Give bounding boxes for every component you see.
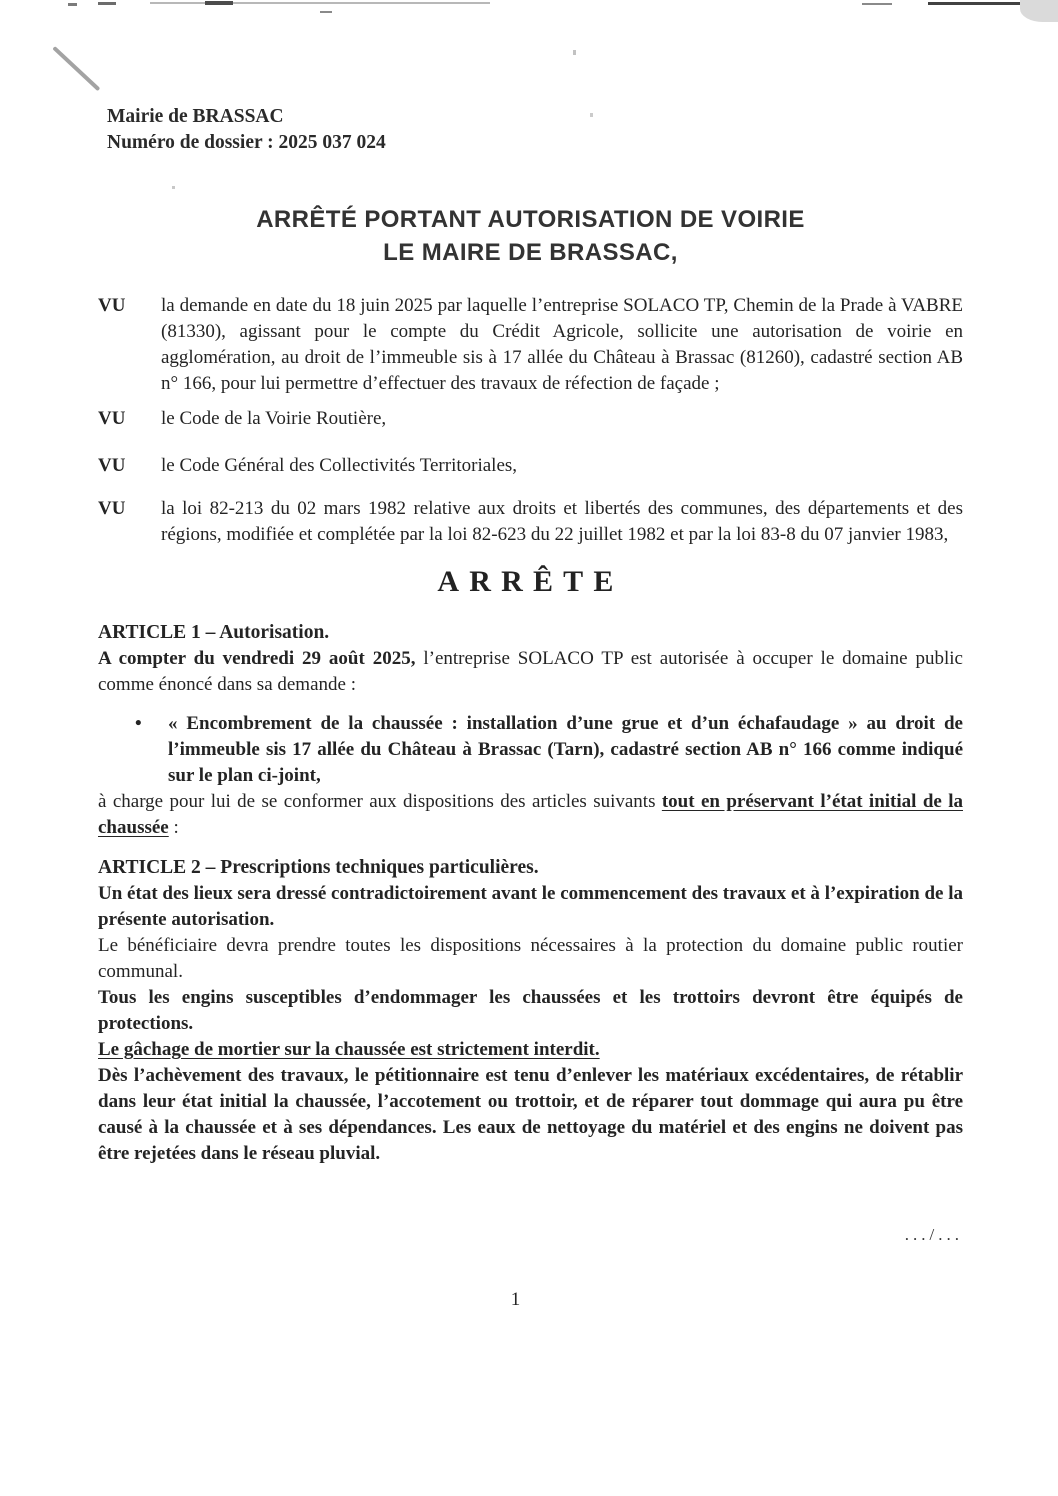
- article2-heading: ARTICLE 2 – Prescriptions techniques particulières.: [98, 857, 539, 878]
- charge-clause-prefix: à charge pour lui de se conformer aux dispositions des articles suivants: [98, 791, 662, 812]
- vu-item: [98, 496, 963, 548]
- vu-label: VU: [98, 455, 126, 476]
- authorization-bullet-text: « Encombrement de la chaussée : installation d’une grue et d’un échafaudage » au droit de l’immeuble sis 17 allée du Château à Brassac (Tarn), cadastré section AB n° 166 comme indiqué sur le plan ci-joint,: [168, 713, 963, 786]
- paragraph-engins: Tous les engins susceptibles d’endommager les chaussées et les trottoirs devront être équipés de protections.: [98, 987, 963, 1034]
- vu-label: VU: [98, 295, 126, 316]
- document-title-line2: LE MAIRE DE BRASSAC,: [383, 239, 678, 266]
- article1-heading: ARTICLE 1 – Autorisation.: [98, 622, 330, 643]
- paragraph-gachage-interdit: Le gâchage de mortier sur la chaussée est strictement interdit.: [98, 1039, 600, 1060]
- charge-clause-emphasis: tout en préservant l’état initial de la chaussée: [98, 791, 963, 838]
- document-header: [107, 104, 963, 156]
- vu-item: [98, 293, 963, 397]
- bullet-icon: •: [135, 713, 142, 734]
- document-title: [98, 203, 963, 269]
- page-number: 1: [510, 1289, 521, 1310]
- vu-label: VU: [98, 408, 126, 429]
- vu-text-loi-82-213: la loi 82-213 du 02 mars 1982 relative aux droits et libertés des communes, des départements et des régions, modifiée et complétée par la loi 82-623 du 22 juillet 1982 et par la loi 83-8 du 07 janvier 1983,: [161, 498, 963, 545]
- paragraph-beneficiaire: Le bénéficiaire devra prendre toutes les dispositions nécessaires à la protection du domaine public routier communal.: [98, 935, 963, 982]
- vu-text-code-voirie: le Code de la Voirie Routière,: [161, 408, 387, 429]
- dossier-number: Numéro de dossier : 2025 037 024: [107, 132, 386, 153]
- vu-text-demande: la demande en date du 18 juin 2025 par laquelle l’entreprise SOLACO TP, Chemin de la Prade à VABRE (81330), agissant pour le compte du Crédit Agricole, sollicite une autorisation de voirie en agglomération, au droit de l’immeuble sis à 17 allée du Château à Brassac (81260), cadastré section AB n° 166, pour lui permettre d’effectuer des travaux de réfection de façade ;: [161, 295, 963, 394]
- article1-intro: [98, 646, 963, 698]
- article1-intro-rest: l’entreprise SOLACO TP est autorisée à occuper le domaine public comme énoncé dans sa demande :: [98, 648, 963, 695]
- vu-item: [98, 406, 963, 432]
- paragraph-etat-des-lieux: Un état des lieux sera dressé contradictoirement avant le commencement des travaux et à l’expiration de la présente autorisation.: [98, 883, 963, 930]
- authorization-bullet: [98, 711, 963, 789]
- charge-clause-suffix: :: [168, 817, 179, 838]
- vu-label: VU: [98, 498, 126, 519]
- article1-intro-date: A compter du vendredi 29 août 2025,: [98, 648, 416, 669]
- arrete-heading: ARRÊTE: [437, 565, 624, 598]
- vu-item: [98, 453, 963, 479]
- issuer-name: Mairie de BRASSAC: [107, 106, 284, 127]
- vu-text-cgct: le Code Général des Collectivités Territoriales,: [161, 455, 518, 476]
- charge-clause: [98, 789, 963, 841]
- document-title-line1: ARRÊTÉ PORTANT AUTORISATION DE VOIRIE: [256, 206, 805, 233]
- continuation-mark: .../...: [904, 1225, 963, 1244]
- paragraph-achevement: Dès l’achèvement des travaux, le pétitionnaire est tenu d’enlever les matériaux excédentaires, de rétablir dans leur état initial la chaussée, l’accotement ou trottoir, et de réparer tout dommage qui aura pu être causé à la chaussée et à ses dépendances. Les eaux de nettoyage du matériel et des engins ne doivent pas être rejetées dans le réseau pluvial.: [98, 1065, 963, 1164]
